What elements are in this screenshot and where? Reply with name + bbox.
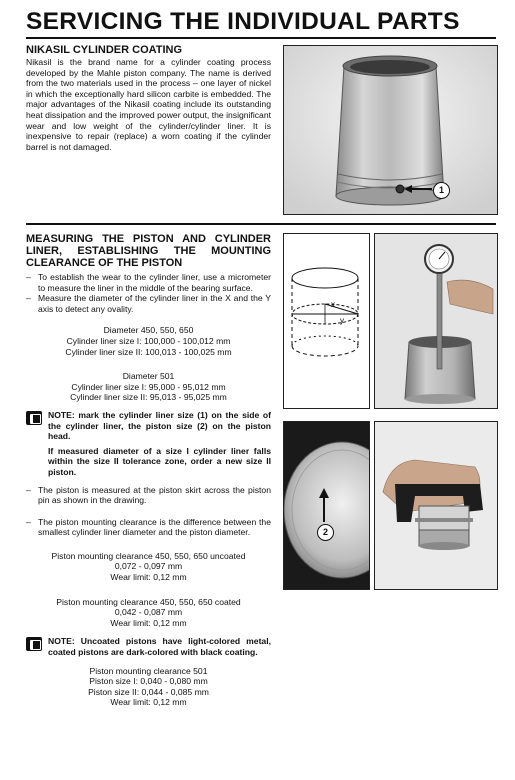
cylinder-photo <box>283 45 498 215</box>
bullet-3: – The piston is measured at the piston skirt across the piston pin as shown in the drawing. <box>26 484 271 506</box>
nikasil-body: Nikasil is the brand name for a cylinder coating process developed by the Mahle piston company. The name is derived from the two materials used in the process – one layer of nickel in which the exceptionally hard silicon carbite is embedded. The major advantages of the Nikasil coating include its outstanding heat dissipation and the improved power output, the insignificant wear and low weight of the cylinder/cylinder liner. It is inexpensive to repair (replace) a worn coating if the cylinder barrel is not damaged. <box>26 57 271 152</box>
y-axis-label: y <box>340 316 344 325</box>
clearance-uncoated-wear: Wear limit: 0,12 mm <box>110 572 187 583</box>
callout-1: 1 <box>433 182 450 199</box>
piston-illustration <box>284 422 369 589</box>
note-2 <box>26 636 271 657</box>
clearance-uncoated-value: 0,072 - 0,097 mm <box>114 561 183 572</box>
micrometer-photo <box>374 421 498 590</box>
x-axis-label: x <box>331 300 335 309</box>
clearance-501-size2: Piston size II: 0,044 - 0,085 mm <box>88 686 209 697</box>
measuring-heading: MEASURING THE PISTON AND CYLINDER LINER, ESTABLISHING THE MOUNTING CLEARANCE OF THE PISTON <box>26 233 271 269</box>
callout-2: 2 <box>317 524 334 541</box>
title-rule <box>26 37 496 39</box>
diameter-501-title: Diameter 501 <box>122 371 175 382</box>
diameter-diagram <box>283 233 370 409</box>
clearance-coated-wear: Wear limit: 0,12 mm <box>110 617 187 628</box>
measuring-section <box>26 233 271 708</box>
diameter-450-title: Diameter 450, 550, 650 <box>103 325 194 336</box>
bullet-1: – To establish the wear to the cylinder liner, use a micrometer to measure the liner in the middle of the bearing surface. <box>26 272 271 293</box>
nikasil-section <box>26 44 271 152</box>
clearance-uncoated-title: Piston mounting clearance 450, 550, 650 uncoated <box>51 550 246 561</box>
note-icon <box>26 637 42 651</box>
note-1 <box>26 410 271 478</box>
bullet-4: – The piston mounting clearance is the difference between the smallest cylinder liner diameter and the piston diameter. <box>26 516 271 538</box>
page-title: SERVICING THE INDIVIDUAL PARTS <box>26 8 460 35</box>
clearance-coated-title: Piston mounting clearance 450, 550, 650 coated <box>56 596 241 607</box>
diameter-450-size1: Cylinder liner size I: 100,000 - 100,012 mm <box>66 335 231 346</box>
diameter-450-size2: Cylinder liner size II: 100,013 - 100,025 mm <box>65 346 232 357</box>
diameter-501-size2: Cylinder liner size II: 95,013 - 95,025 mm <box>70 392 227 403</box>
cylinder-illustration <box>284 46 497 214</box>
nikasil-heading: NIKASIL CYLINDER COATING <box>26 44 183 56</box>
note-icon <box>26 411 42 425</box>
diameter-501-size1: Cylinder liner size I: 95,000 - 95,012 mm <box>71 381 226 392</box>
bore-gauge-illustration <box>375 234 497 408</box>
clearance-coated-value: 0,042 - 0,087 mm <box>114 607 183 618</box>
clearance-501-size1: Piston size I: 0,040 - 0,080 mm <box>89 676 208 687</box>
bullet-2: – Measure the diameter of the cylinder liner in the X and the Y axis to detect any ovality. <box>26 293 271 314</box>
clearance-501-title: Piston mounting clearance 501 <box>89 665 208 676</box>
diameter-diagram-drawing <box>284 234 369 408</box>
note-1-text-b: If measured diameter of a size I cylinder liner falls within the size II tolerance zone, order a new size II piston. <box>48 445 271 477</box>
micrometer-illustration <box>375 422 497 589</box>
section-rule <box>26 223 496 225</box>
note-2-text: NOTE: Uncoated pistons have light-colored metal, coated pistons are dark-colored with black coating. <box>48 636 271 658</box>
clearance-501-wear: Wear limit: 0,12 mm <box>110 697 187 708</box>
bore-gauge-photo <box>374 233 498 409</box>
note-1-text-a: NOTE: mark the cylinder liner size (1) on the side of the cylinder liner, the piston size (2) on the piston head. <box>48 409 271 442</box>
piston-photo <box>283 421 370 590</box>
